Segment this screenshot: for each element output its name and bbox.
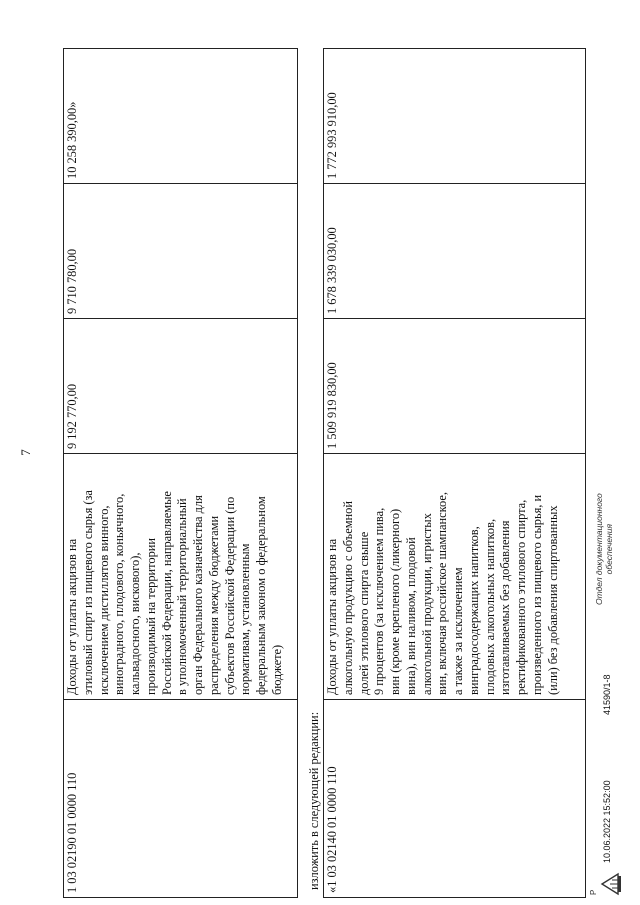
amount-cell-year-3: 1 772 993 910,00 xyxy=(324,49,586,184)
budget-table-bottom xyxy=(323,48,586,898)
description-line: вина), вин наливом, плодовой xyxy=(403,537,418,695)
amount-cell-year-1: 9 192 770,00 xyxy=(64,319,298,454)
description-line: а также за исключением xyxy=(451,567,465,695)
description-cell xyxy=(324,454,586,700)
description-line: федеральным законом о федеральном xyxy=(254,496,268,695)
description-line: производимый на территории xyxy=(143,537,158,695)
description-line: кальвадосного, вискового), xyxy=(128,552,142,695)
description-line: Доходы от уплаты акцизов на xyxy=(65,538,79,695)
classification-code-cell: 1 03 02190 01 0000 110 xyxy=(64,700,298,898)
footer-timestamp: 10.06.2022 15:52:00 xyxy=(602,780,612,863)
classification-code-cell: «1 03 02140 01 0000 110 xyxy=(324,700,586,898)
description-line: долей этилового спирта свыше xyxy=(356,531,371,695)
description-line: орган Федерального казначейства для xyxy=(191,495,205,695)
amount-cell-year-3: 10 258 390,00» xyxy=(64,49,298,184)
amount-cell-year-1: 1 509 919 830,00 xyxy=(324,319,586,454)
description-line: исключением дистиллятов винного, xyxy=(96,505,111,695)
table-row xyxy=(64,49,298,898)
logo-letter: Р xyxy=(589,889,598,895)
description-line: (или) без добавления спиртованных xyxy=(545,505,560,695)
description-line: ректификованного этилового спирта, xyxy=(514,499,528,695)
description-line: плодовых алкогольных напитков, xyxy=(482,518,497,695)
department-stamp xyxy=(594,493,614,605)
description-line: Доходы от уплаты акцизов на xyxy=(325,538,339,695)
description-line: алкогольной продукции, игристых xyxy=(419,513,434,695)
description-line: субъектов Российской Федерации (по xyxy=(222,496,237,695)
amount-cell-year-2: 1 678 339 030,00 xyxy=(324,184,586,319)
description-line: Российской Федерации, направляемые xyxy=(159,491,174,695)
description-line: произведенного из пищевого сырья, и xyxy=(529,494,544,695)
description-line: изготавливаемых без добавления xyxy=(498,520,513,695)
description-line: вин (кроме крепленого (ликерного) xyxy=(388,508,402,695)
description-line: вин, включая российское шампанское, xyxy=(435,492,450,695)
footer-doc-number: 41590/1-8 xyxy=(602,674,612,715)
page-number: 7 xyxy=(18,449,33,456)
description-line: 9 процентов (за исключением пива, xyxy=(372,507,387,695)
description-line: алкогольную продукцию с объемной xyxy=(340,501,355,695)
stamp-line: обеспечения xyxy=(604,523,615,575)
description-cell xyxy=(64,454,298,700)
description-line: винградосодержащих напитков, xyxy=(466,526,481,695)
description-line: нормативам, установленным xyxy=(238,543,253,695)
description-line: распределения между бюджетами xyxy=(206,515,221,695)
description-line: в уполномоченный территориальный xyxy=(175,498,190,695)
stamp-line: Отдел документационного xyxy=(594,493,604,605)
description-line: виноградного, плодового, коньячного, xyxy=(112,493,127,695)
amount-cell-year-2: 9 710 780,00 xyxy=(64,184,298,319)
description-line: бюджете) xyxy=(269,644,284,695)
table-row xyxy=(324,49,586,898)
description-line: этиловый спирт из пищевого сырья (за xyxy=(80,490,95,695)
registry-logo-icon xyxy=(588,871,624,897)
amendment-instruction: изложить в следующей редакции: xyxy=(307,711,321,890)
budget-table-top xyxy=(63,48,298,898)
